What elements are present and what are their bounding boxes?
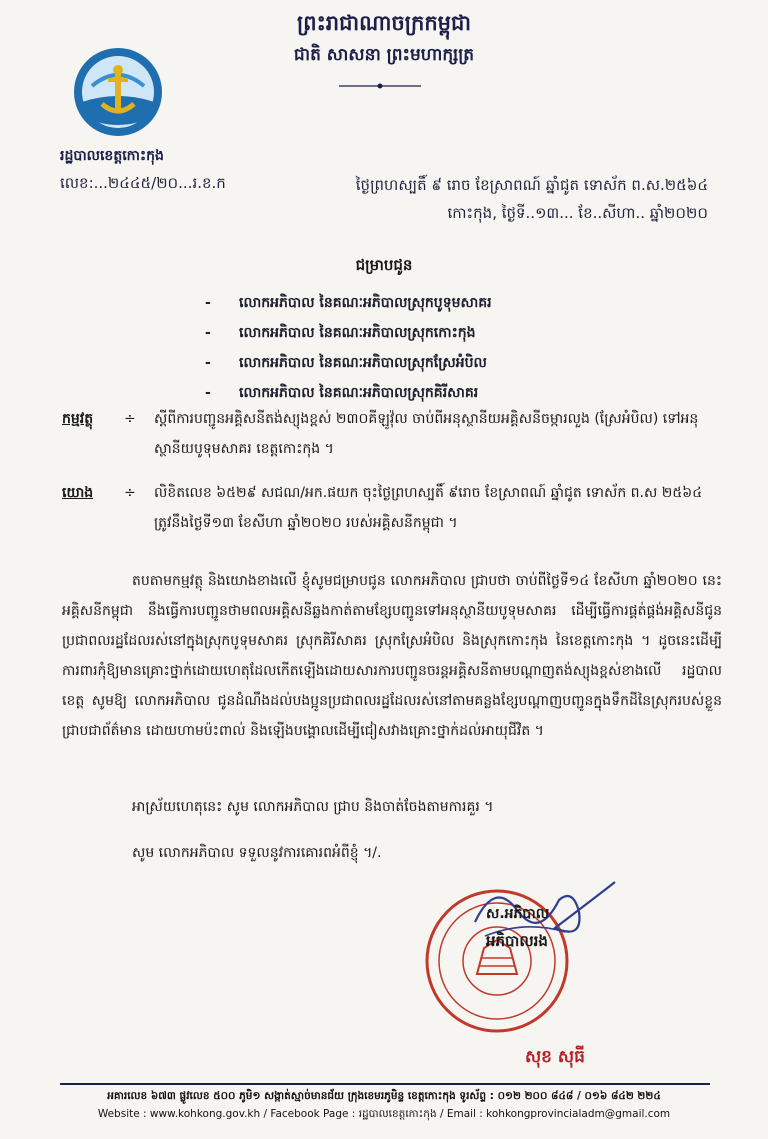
recipient-item: - លោកអភិបាល នៃគណៈអភិបាលស្រុកគិរីសាគរ — [205, 384, 479, 401]
letter-body: តបតាមកម្មវត្ថុ និងយោងខាងលើ ខ្ញុំសូមជម្រាបជូន លោកអភិបាល ជ្រាបថា ចាប់ពីថ្ងៃទី១៤ ខែសីហា ឆ្នាំ២០២០ នេះ អគ្គិសនីកម្ពុជា នឹងធ្វើការបញ្ជូនថាមពលអគ្គិសនីឆ្លងកាត់តាមខ្សែបញ្ជូនទៅអនុស្ថានីយបូទុមសាគរ ដើម្បីធ្វើការផ្គត់ផ្គង់អគ្គិសនីជូនប្រជាពលរដ្ឋដែលរស់នៅក្នុងស្រុកបូទុមសាគរ ស្រុកគិរីសាគរ ស្រុកស្រែអំបិល និងស្រុកកោះកុង នៃខេត្តកោះកុង ។ ដូចនេះដើម្បីការពារកុំឱ្យមានគ្រោះថ្នាក់ដោយហេតុដែលកើតឡើងដោយសារការបញ្ជូនចរន្តអគ្គិសនីតាមបណ្តាញតង់ស្យុងខ្ពស់ខាងលើ រដ្ឋបាលខេត្ត សូមឱ្យ លោកអភិបាល ជូនដំណឹងដល់បងប្អូនប្រជាពលរដ្ឋដែលរស់នៅតាមគន្លងខ្សែបណ្តាញបញ្ជូនក្នុងទឹកដីនៃស្រុករបស់ខ្លួន ជ្រាបជាព័ត៌មាន ដោយហាមប៉ះពាល់ និងឡើងបង្គោលដើម្បីជៀសវាងគ្រោះថ្នាក់ដល់អាយុជីវិត ។ — [62, 573, 722, 739]
national-motto: ជាតិ សាសនា ព្រះមហាក្សត្រ — [293, 45, 475, 65]
reference-separator: ÷ — [124, 485, 136, 501]
administration-name: រដ្ឋបាលខេត្តកោះកុង — [60, 148, 164, 164]
footer-divider — [60, 1083, 710, 1085]
footer-address: អគារលេខ ៦៧៣ ផ្លូវលេខ ៥០០ ភូមិ១ សង្កាត់ស្មាច់មានជ័យ ក្រុងខេមរភូមិន្ទ ខេត្តកោះកុង ទូរស័ព្ទ : ០១២ ២០០ ៨៤៨ / ០១៦ ៨៤២ ២២៤ — [107, 1090, 661, 1102]
recipient-item: - លោកអភិបាល នៃគណៈអភិបាលស្រុកកោះកុង — [205, 324, 476, 341]
reference-label: យោង — [62, 485, 94, 501]
solar-date: កោះកុង, ថ្ងៃទី..១៣... ខែ..សីហា.. ឆ្នាំ២០២០ — [447, 204, 708, 222]
signatory-name: សុខ សុធី — [525, 1047, 585, 1067]
reference-section — [62, 478, 722, 538]
province-logo-icon — [72, 46, 164, 138]
lunar-date: ថ្ងៃព្រហស្បតិ៍ ៩ រោច ខែស្រាពណ៍ ឆ្នាំជូត ទោស័ក ព.ស.២៥៦៤ — [355, 176, 708, 194]
ornament-divider — [339, 82, 421, 90]
subject-section — [62, 404, 722, 464]
reference-text: លិខិតលេខ ៦៥២៩ សជណ/អក.ផយក ចុះថ្ងៃព្រហស្បតិ៍ ៩រោច ខែស្រាពណ៍ ឆ្នាំជូត ទោស័ក ព.ស ២៥៦៤ ត្រូវនឹងថ្ងៃទី១៣ ខែសីហា ឆ្នាំ២០២០ របស់អគ្គិសនីកម្ពុជា ។ — [154, 485, 703, 531]
subject-label: កម្មវត្ថុ — [62, 411, 94, 427]
recipient-item: - លោកអភិបាល នៃគណៈអភិបាលស្រុកស្រែអំបិល — [205, 354, 487, 371]
reference-number: លេខ:...២៤៤៥/២០...រ.ខ.ក — [60, 174, 226, 192]
closing-line-1: អាស្រ័យហេតុនេះ សូម លោកអភិបាល ជ្រាប និងចាត់ចែងតាមការគួរ ។ — [132, 799, 494, 815]
subject-separator: ÷ — [124, 411, 136, 427]
subject-text: ស្តីពីការបញ្ជូនអគ្គិសនីតង់ស្យុងខ្ពស់ ២៣០គីឡូវ៉ុល ចាប់ពីអនុស្ថានីយអគ្គិសនីចម្ការលួង (ស្រែអំបិល) ទៅអនុស្ថានីយបូទុមសាគរ ខេត្តកោះកុង ។ — [154, 411, 699, 457]
signatory-title-2: អភិបាលរង — [486, 932, 548, 950]
footer-web: Website : www.kohkong.gov.kh / Facebook Page : រដ្ឋបាលខេត្តកោះកុង / Email : kohkongprovincialadm@gmail.com — [97, 1108, 671, 1120]
closing-line-2: សូម លោកអភិបាល ទទួលនូវការគោរពអំពីខ្ញុំ ។/. — [132, 845, 382, 861]
notice-title: ជម្រាបជូន — [355, 256, 413, 274]
signatory-title-1: ស.អភិបាល — [486, 906, 550, 922]
kingdom-header: ព្រះរាជាណាចក្រកម្ពុជា — [296, 11, 471, 35]
recipient-item: - លោកអភិបាល នៃគណៈអភិបាលស្រុកបូទុមសាគរ — [205, 294, 492, 311]
recipients-list — [205, 288, 492, 408]
